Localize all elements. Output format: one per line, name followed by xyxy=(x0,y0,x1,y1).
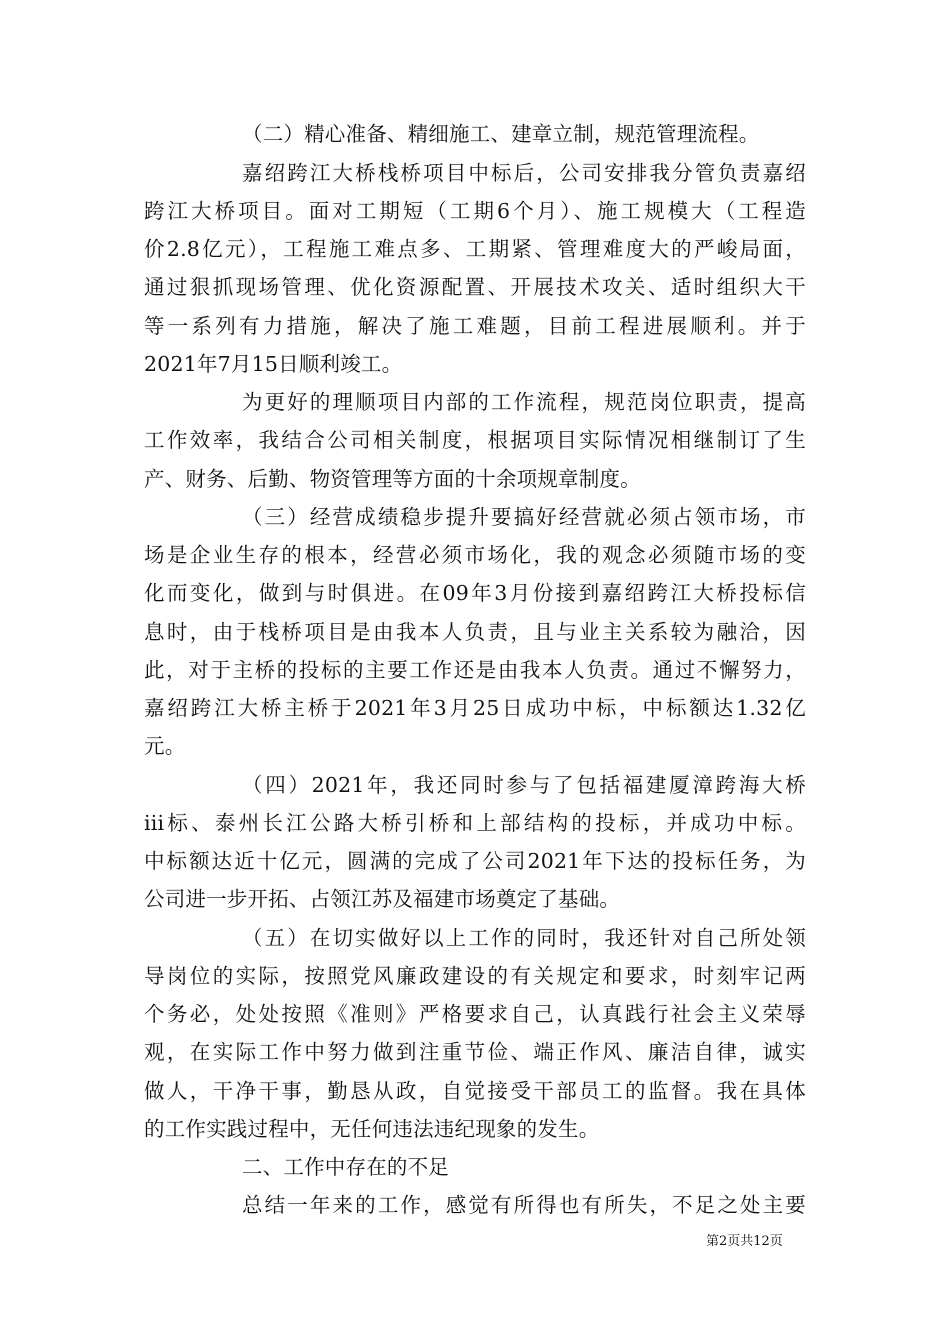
paragraph-line: 嘉绍跨江大桥主桥于2021年3月25日成功中标，中标额达1.32亿 xyxy=(144,696,806,720)
paragraph-line: 做人，干净干事，勤恳从政，自觉接受干部员工的监督。我在具体 xyxy=(144,1079,806,1103)
paragraph-line: 等一系列有力措施，解决了施工难题，目前工程进展顺利。并于 xyxy=(144,314,806,338)
paragraph-line: 公司进一步开拓、占领江苏及福建市场奠定了基础。 xyxy=(144,887,621,911)
paragraph-line: 跨江大桥项目。面对工期短（工期6个月）、施工规模大（工程造 xyxy=(144,199,806,223)
section-heading-5: （五）在切实做好以上工作的同时，我还针对自己所处领 xyxy=(242,926,806,950)
paragraph-line: 嘉绍跨江大桥栈桥项目中标后，公司安排我分管负责嘉绍 xyxy=(242,161,806,185)
paragraph-line: 的工作实践过程中，无任何违法违纪现象的发生。 xyxy=(144,1117,600,1141)
section-heading-4: （四）2021年，我还同时参与了包括福建厦漳跨海大桥 xyxy=(242,773,806,797)
paragraph-line: 2021年7月15日顺利竣工。 xyxy=(144,352,403,376)
page-number: 第2页共12页 xyxy=(706,1234,783,1249)
paragraph-line: 场是企业生存的根本，经营必须市场化，我的观念必须随市场的变 xyxy=(144,543,806,567)
section-heading-shortcomings: 二、工作中存在的不足 xyxy=(242,1155,449,1179)
paragraph-line: 观，在实际工作中努力做到注重节俭、端正作风、廉洁自律，诚实 xyxy=(144,1040,806,1064)
section-heading-2: （二）精心准备、精细施工、建章立制，规范管理流程。 xyxy=(242,122,760,146)
paragraph-line: 中标额达近十亿元，圆满的完成了公司2021年下达的投标任务，为 xyxy=(144,849,806,873)
paragraph-line: 元。 xyxy=(144,734,186,758)
paragraph-line: 导岗位的实际，按照党风廉政建设的有关规定和要求，时刻牢记两 xyxy=(144,964,806,988)
paragraph-line: 工作效率，我结合公司相关制度，根据项目实际情况相继制订了生 xyxy=(144,428,806,452)
paragraph-line: iii标、泰州长江公路大桥引桥和上部结构的投标，并成功中标。 xyxy=(144,811,806,835)
paragraph-line: 总结一年来的工作，感觉有所得也有所失，不足之处主要 xyxy=(242,1193,806,1217)
paragraph-line: 此，对于主桥的投标的主要工作还是由我本人负责。通过不懈努力， xyxy=(144,658,806,682)
paragraph-line: 息时，由于栈桥项目是由我本人负责，且与业主关系较为融洽，因 xyxy=(144,620,806,644)
paragraph-line: 化而变化，做到与时俱进。在09年3月份接到嘉绍跨江大桥投标信 xyxy=(144,581,806,605)
section-heading-3: （三）经营成绩稳步提升要搞好经营就必须占领市场，市 xyxy=(242,505,806,529)
paragraph-line: 通过狠抓现场管理、优化资源配置、开展技术攻关、适时组织大干 xyxy=(144,275,806,299)
paragraph-line: 个务必，处处按照《准则》严格要求自己，认真践行社会主义荣辱 xyxy=(144,1002,806,1026)
paragraph-line: 价2.8亿元），工程施工难点多、工期紧、管理难度大的严峻局面， xyxy=(144,237,806,261)
paragraph-line: 为更好的理顺项目内部的工作流程，规范岗位职责，提高 xyxy=(242,390,806,414)
paragraph-line: 产、财务、后勤、物资管理等方面的十余项规章制度。 xyxy=(144,467,641,491)
